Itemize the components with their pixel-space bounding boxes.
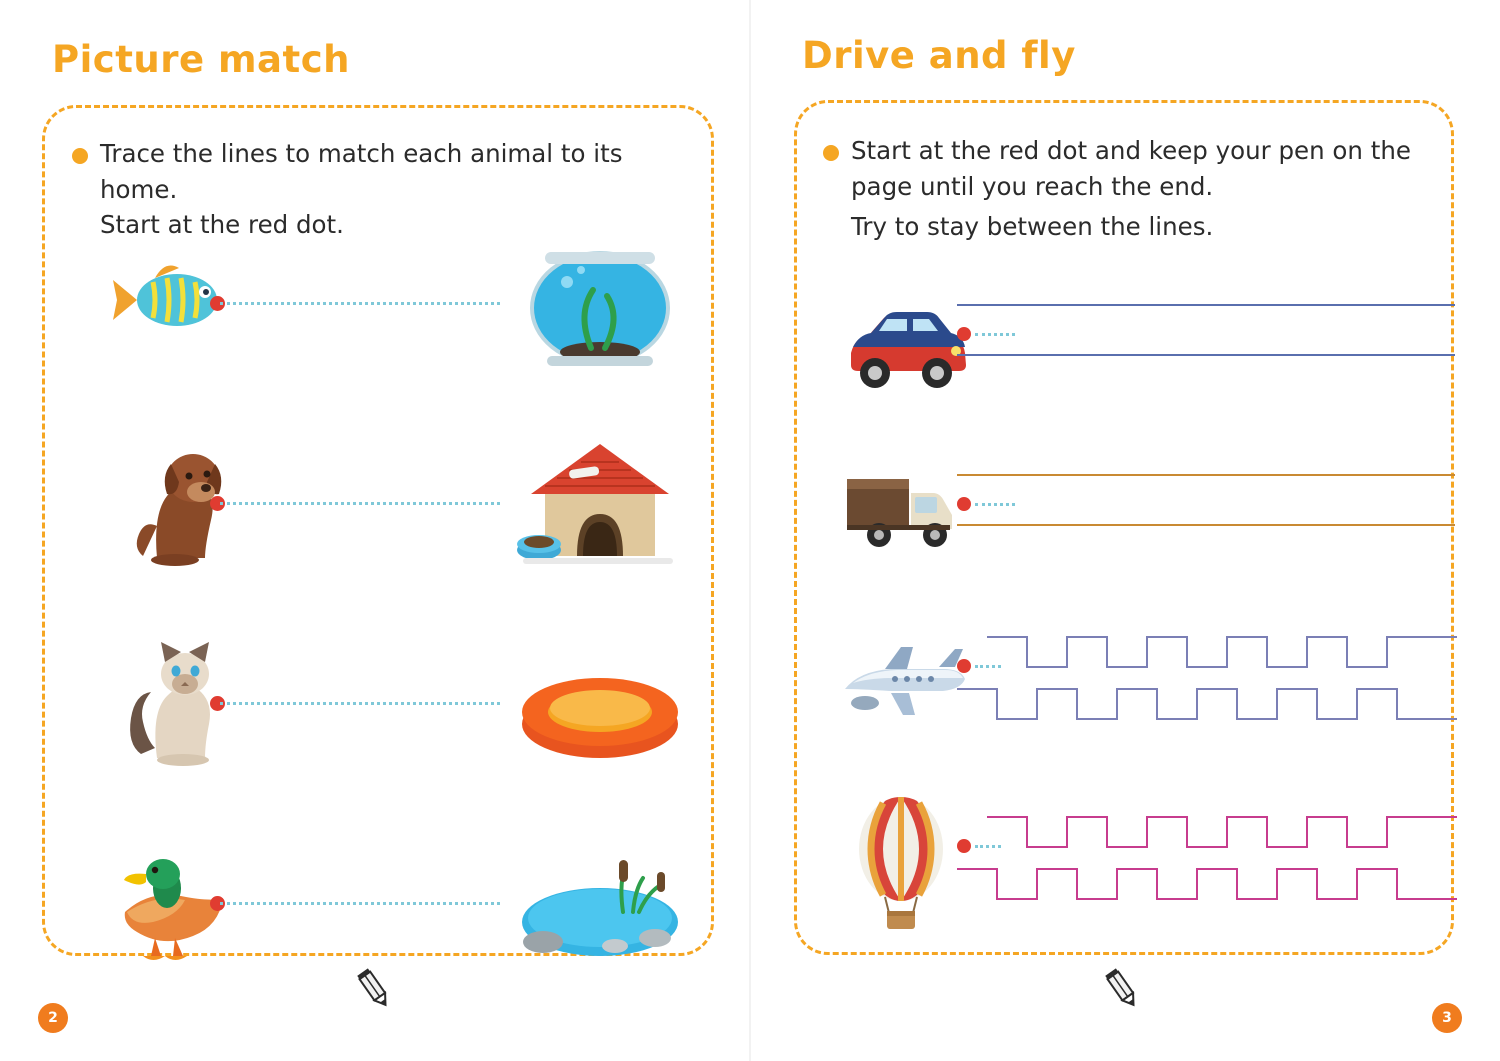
- bullet-icon: [72, 148, 88, 164]
- instruction-line-1: Start at the red dot and keep your pen on the: [851, 136, 1411, 165]
- match-row-cat: [45, 638, 717, 768]
- trace-row-car: [797, 281, 1457, 401]
- page-number-left: 2: [38, 1003, 68, 1033]
- trace-row-balloon: [797, 803, 1457, 923]
- hot-air-balloon-icon: [839, 793, 969, 933]
- right-page: [750, 0, 1500, 1061]
- airplane-icon: [839, 631, 969, 741]
- car-icon: [839, 291, 969, 401]
- page-number-right: 3: [1432, 1003, 1462, 1033]
- match-guide-line: [220, 302, 500, 308]
- trace-path-square-wave: [957, 803, 1457, 917]
- instruction-line-2: page until you reach the end.: [851, 171, 1214, 201]
- match-row-dog: [45, 438, 717, 568]
- trace-path-straight: [957, 451, 1457, 565]
- match-guide-line: [220, 702, 500, 708]
- page-title-right: Drive and fly: [802, 34, 1076, 77]
- pencil-icon: [1100, 966, 1146, 1012]
- fishbowl-icon: [505, 238, 695, 368]
- trace-row-airplane: [797, 623, 1457, 743]
- pencil-icon: [352, 966, 398, 1012]
- match-row-fish: [45, 238, 717, 368]
- instruction-line-2: Start at the red dot.: [100, 210, 344, 240]
- trace-path-straight: [957, 281, 1457, 395]
- page-title-left: Picture match: [52, 38, 350, 81]
- match-guide-line: [220, 502, 500, 508]
- doghouse-icon: [505, 438, 695, 568]
- instruction-line-1: Trace the lines to match each animal to its home.: [100, 139, 623, 204]
- trace-row-truck: [797, 451, 1457, 571]
- truck-icon: [839, 459, 969, 569]
- match-guide-line: [220, 902, 500, 908]
- match-row-duck: [45, 838, 717, 968]
- activity-panel-right: [794, 100, 1454, 955]
- instruction-line-3: Try to stay between the lines.: [851, 212, 1214, 241]
- bullet-icon: [823, 145, 839, 161]
- pond-icon: [505, 838, 695, 968]
- activity-panel-left: [42, 105, 714, 956]
- pet-bed-icon: [505, 638, 695, 768]
- trace-path-square-wave: [957, 623, 1457, 737]
